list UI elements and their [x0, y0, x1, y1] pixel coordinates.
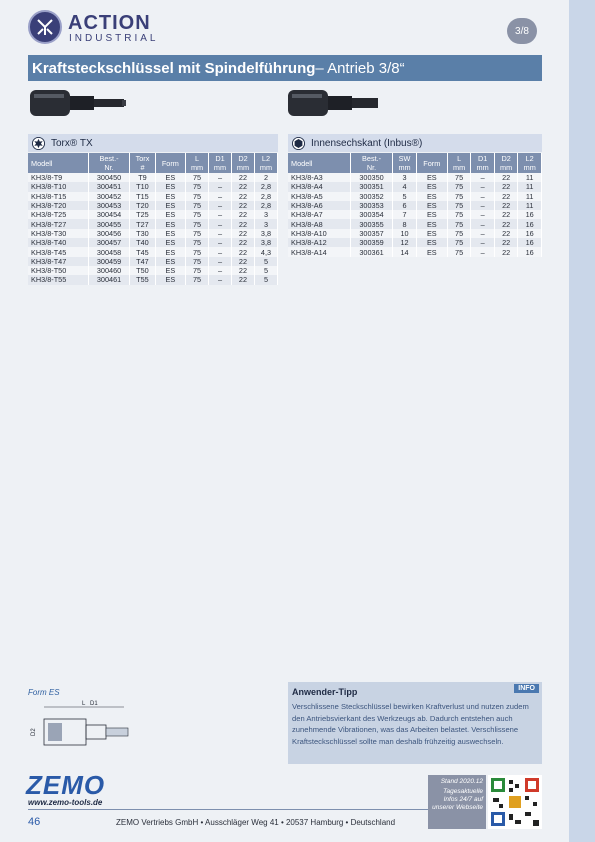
table-cell: ES — [155, 275, 185, 284]
footer-address: ZEMO Vertriebs GmbH • Ausschläger Weg 41 • 20537 Hamburg • Deutschland — [116, 818, 396, 827]
table-cell: KH3/8-T40 — [28, 238, 88, 247]
table-row — [28, 192, 278, 201]
torx-header-cell: L2 mm — [254, 153, 277, 173]
table-cell: 75 — [447, 182, 471, 191]
table-cell: 16 — [518, 229, 542, 238]
table-cell: – — [209, 192, 232, 201]
table-cell: 22 — [232, 210, 255, 219]
footer-divider — [28, 809, 428, 810]
table-cell: 12 — [393, 238, 417, 247]
inbus-header-cell: Modell — [288, 153, 350, 173]
table-row — [288, 182, 542, 191]
table-row — [28, 219, 278, 228]
table-cell: – — [209, 257, 232, 266]
table-cell: 3 — [254, 210, 277, 219]
table-cell: 300456 — [88, 229, 129, 238]
table-cell: T25 — [130, 210, 155, 219]
table-cell: T30 — [130, 229, 155, 238]
table-cell: 16 — [518, 247, 542, 256]
table-cell: T10 — [130, 182, 155, 191]
inbus-header-cell: D2 mm — [494, 153, 518, 173]
table-cell: T20 — [130, 201, 155, 210]
table-cell: ES — [155, 229, 185, 238]
table-cell: 300459 — [88, 257, 129, 266]
table-cell: – — [209, 238, 232, 247]
table-row — [28, 210, 278, 219]
table-cell: 300361 — [350, 247, 392, 256]
table-cell: ES — [155, 238, 185, 247]
table-row — [28, 229, 278, 238]
table-cell: KH3/8-A12 — [288, 238, 350, 247]
table-cell: – — [471, 210, 495, 219]
zemo-logo: ZEMO — [26, 770, 106, 800]
stand-tagline: Tagesaktuelle Infos 24/7 auf unserer Webseite — [432, 788, 483, 811]
brand-emblem-icon — [28, 10, 62, 44]
table-cell: ES — [155, 182, 185, 191]
stand-date: Stand 2020.12 — [440, 778, 483, 785]
table-cell: ES — [416, 238, 447, 247]
table-cell: 300453 — [88, 201, 129, 210]
table-cell: 300452 — [88, 192, 129, 201]
table-cell: – — [209, 173, 232, 182]
table-cell: 22 — [232, 247, 255, 256]
torx-header-cell: D2 mm — [232, 153, 255, 173]
table-cell: ES — [155, 257, 185, 266]
info-badge: INFO — [514, 684, 539, 693]
stand-box — [428, 775, 486, 829]
torx-header-cell: Torx # — [130, 153, 155, 173]
table-row — [288, 173, 542, 182]
table-cell: KH3/8-T50 — [28, 266, 88, 275]
table-row — [28, 266, 278, 275]
inbus-section-heading — [288, 134, 542, 152]
action-industrial-logo — [28, 10, 188, 46]
table-cell: T55 — [130, 275, 155, 284]
table-cell: 5 — [393, 192, 417, 201]
table-cell: 22 — [232, 173, 255, 182]
title-bold: Kraftsteckschlüssel mit Spindelführung — [32, 59, 316, 77]
table-cell: 2,8 — [254, 182, 277, 191]
table-cell: ES — [416, 182, 447, 191]
page-title — [28, 55, 542, 81]
torx-header-cell: Best.- Nr. — [88, 153, 129, 173]
table-cell: 300359 — [350, 238, 392, 247]
table-cell: KH3/8-T55 — [28, 275, 88, 284]
table-cell: ES — [155, 201, 185, 210]
torx-socket-image — [30, 88, 130, 120]
table-cell: – — [209, 266, 232, 275]
table-cell: T50 — [130, 266, 155, 275]
table-cell: 22 — [494, 238, 518, 247]
torx-table — [28, 153, 278, 285]
table-row — [28, 275, 278, 284]
table-cell: 16 — [518, 219, 542, 228]
inbus-header-cell: D1 mm — [471, 153, 495, 173]
table-cell: – — [209, 275, 232, 284]
table-cell: ES — [155, 266, 185, 275]
inbus-header-cell: SW mm — [393, 153, 417, 173]
table-row — [288, 192, 542, 201]
table-cell: 75 — [447, 173, 471, 182]
brand-word-1: ACTION — [68, 12, 151, 34]
table-cell: ES — [416, 229, 447, 238]
table-cell: 300352 — [350, 192, 392, 201]
table-cell: 75 — [186, 247, 209, 256]
hex-socket-image — [288, 88, 388, 120]
table-row — [288, 219, 542, 228]
torx-star-icon — [32, 137, 45, 150]
table-cell: 75 — [186, 257, 209, 266]
page-badge: 3/8 — [507, 18, 537, 44]
table-cell: 2,8 — [254, 201, 277, 210]
table-row — [28, 247, 278, 256]
diagram-d2-label: D2 — [31, 728, 37, 736]
table-cell: 75 — [447, 192, 471, 201]
hex-icon — [292, 137, 305, 150]
table-cell: 75 — [186, 238, 209, 247]
torx-body — [28, 173, 278, 285]
table-cell: T27 — [130, 219, 155, 228]
table-cell: 7 — [393, 210, 417, 219]
table-cell: KH3/8-T10 — [28, 182, 88, 191]
table-cell: 300461 — [88, 275, 129, 284]
table-cell: 75 — [447, 201, 471, 210]
table-cell: 22 — [232, 182, 255, 191]
table-cell: – — [471, 182, 495, 191]
table-cell: 300355 — [350, 219, 392, 228]
table-cell: T45 — [130, 247, 155, 256]
table-cell: – — [471, 229, 495, 238]
title-rest: – Antrieb 3/8“ — [315, 59, 405, 77]
inbus-heading-text: Innensechskant (Inbus®) — [311, 137, 423, 149]
table-cell: 3 — [254, 219, 277, 228]
table-cell: 5 — [254, 275, 277, 284]
page-number: 46 — [28, 816, 41, 828]
table-cell: ES — [416, 219, 447, 228]
table-cell: 22 — [494, 229, 518, 238]
table-cell: 300357 — [350, 229, 392, 238]
table-cell: 75 — [447, 247, 471, 256]
table-cell: 11 — [518, 173, 542, 182]
table-cell: – — [471, 238, 495, 247]
table-cell: 16 — [518, 210, 542, 219]
zemo-url[interactable]: www.zemo-tools.de — [28, 798, 103, 807]
table-cell: ES — [155, 192, 185, 201]
table-cell: ES — [155, 219, 185, 228]
table-cell: 75 — [186, 266, 209, 275]
table-cell: ES — [155, 173, 185, 182]
table-cell: 300350 — [350, 173, 392, 182]
table-cell: 4 — [393, 182, 417, 191]
table-cell: 16 — [518, 238, 542, 247]
table-cell: KH3/8-A7 — [288, 210, 350, 219]
table-cell: 75 — [186, 201, 209, 210]
table-cell: KH3/8-A10 — [288, 229, 350, 238]
table-cell: 75 — [447, 219, 471, 228]
table-cell: T9 — [130, 173, 155, 182]
table-cell: KH3/8-T47 — [28, 257, 88, 266]
table-cell: – — [209, 219, 232, 228]
table-cell: 75 — [186, 229, 209, 238]
diagram-d1-label: D1 — [90, 701, 98, 707]
table-cell: 3,8 — [254, 238, 277, 247]
inbus-table — [288, 153, 542, 257]
table-cell: 75 — [186, 219, 209, 228]
qr-code-icon[interactable] — [488, 775, 542, 829]
table-cell: – — [209, 201, 232, 210]
table-cell: 300454 — [88, 210, 129, 219]
table-cell: 75 — [186, 192, 209, 201]
table-row — [28, 182, 278, 191]
table-cell: ES — [416, 247, 447, 256]
table-cell: KH3/8-A14 — [288, 247, 350, 256]
diagram-l-label: L — [82, 701, 86, 707]
table-cell: 300353 — [350, 201, 392, 210]
table-cell: KH3/8-A4 — [288, 182, 350, 191]
table-cell: KH3/8-T15 — [28, 192, 88, 201]
table-cell: 3,8 — [254, 229, 277, 238]
table-cell: 22 — [232, 257, 255, 266]
tip-text: Verschlissene Steckschlüssel bewirken Kraftverlust und nutzen zudem den Antriebsvierkant des Werkzeugs ab. Dadurch entstehen auch zunehmende Vibrationen, was das Arbeiten belastet. Verschlissene Kraftsteckschlüssel sollte man deshalb frühzeitig auswechseln. — [292, 702, 529, 746]
brand-word-2: INDUSTRIAL — [69, 33, 159, 44]
table-cell: KH3/8-A3 — [288, 173, 350, 182]
table-cell: 22 — [232, 201, 255, 210]
table-cell: ES — [416, 210, 447, 219]
table-cell: KH3/8-A6 — [288, 201, 350, 210]
table-cell: 300460 — [88, 266, 129, 275]
table-cell: 22 — [232, 219, 255, 228]
inbus-body — [288, 173, 542, 257]
table-cell: 300451 — [88, 182, 129, 191]
table-cell: 22 — [494, 247, 518, 256]
table-cell: 300354 — [350, 210, 392, 219]
table-cell: 22 — [494, 182, 518, 191]
table-cell: 5 — [254, 266, 277, 275]
table-cell: – — [471, 173, 495, 182]
torx-header-cell: Form — [155, 153, 185, 173]
side-strip — [569, 0, 595, 842]
table-cell: T15 — [130, 192, 155, 201]
table-cell: 75 — [186, 210, 209, 219]
table-cell: – — [471, 247, 495, 256]
table-cell: 300457 — [88, 238, 129, 247]
table-cell: 300450 — [88, 173, 129, 182]
table-cell: ES — [155, 210, 185, 219]
table-cell: ES — [416, 192, 447, 201]
table-cell: 75 — [186, 275, 209, 284]
inbus-header-row — [288, 153, 542, 173]
table-row — [288, 229, 542, 238]
table-cell: 75 — [186, 182, 209, 191]
table-cell: 22 — [494, 173, 518, 182]
table-cell: KH3/8-T20 — [28, 201, 88, 210]
table-cell: 10 — [393, 229, 417, 238]
inbus-header-cell: L mm — [447, 153, 471, 173]
table-row — [28, 257, 278, 266]
table-cell: 22 — [494, 192, 518, 201]
table-cell: KH3/8-T27 — [28, 219, 88, 228]
table-row — [28, 173, 278, 182]
table-cell: – — [471, 201, 495, 210]
table-cell: 22 — [494, 219, 518, 228]
table-cell: 11 — [518, 192, 542, 201]
table-cell: 22 — [232, 275, 255, 284]
table-cell: 6 — [393, 201, 417, 210]
torx-heading-text: Torx® TX — [51, 137, 93, 149]
tip-box — [288, 682, 542, 764]
form-es-diagram — [24, 697, 154, 759]
table-row — [288, 247, 542, 256]
table-cell: 3 — [393, 173, 417, 182]
table-cell: 5 — [254, 257, 277, 266]
table-cell: 75 — [447, 229, 471, 238]
form-label: Form ES — [28, 688, 60, 697]
inbus-header-cell: Best.- Nr. — [350, 153, 392, 173]
table-cell: KH3/8-T45 — [28, 247, 88, 256]
table-row — [28, 201, 278, 210]
table-cell: – — [209, 182, 232, 191]
table-cell: 22 — [232, 266, 255, 275]
table-row — [288, 201, 542, 210]
table-cell: 11 — [518, 182, 542, 191]
table-row — [288, 210, 542, 219]
torx-header-cell: D1 mm — [209, 153, 232, 173]
table-cell: 300455 — [88, 219, 129, 228]
table-cell: 22 — [232, 238, 255, 247]
table-cell: 300351 — [350, 182, 392, 191]
table-cell: 22 — [494, 210, 518, 219]
torx-header-cell: L mm — [186, 153, 209, 173]
tip-title: Anwender-Tipp — [292, 687, 358, 697]
table-cell: 2 — [254, 173, 277, 182]
table-cell: 22 — [232, 229, 255, 238]
torx-header-cell: Modell — [28, 153, 88, 173]
table-cell: ES — [416, 201, 447, 210]
table-cell: – — [209, 210, 232, 219]
table-cell: KH3/8-T9 — [28, 173, 88, 182]
table-row — [288, 238, 542, 247]
table-cell: ES — [155, 247, 185, 256]
table-cell: 22 — [494, 201, 518, 210]
table-row — [28, 238, 278, 247]
table-cell: 4,3 — [254, 247, 277, 256]
table-cell: KH3/8-T25 — [28, 210, 88, 219]
table-cell: 75 — [186, 173, 209, 182]
table-cell: – — [209, 247, 232, 256]
inbus-header-cell: Form — [416, 153, 447, 173]
table-cell: KH3/8-A5 — [288, 192, 350, 201]
table-cell: – — [209, 229, 232, 238]
inbus-header-cell: L2 mm — [518, 153, 542, 173]
table-cell: T47 — [130, 257, 155, 266]
table-cell: 22 — [232, 192, 255, 201]
table-cell: 11 — [518, 201, 542, 210]
table-cell: T40 — [130, 238, 155, 247]
table-cell: 8 — [393, 219, 417, 228]
table-cell: 300458 — [88, 247, 129, 256]
table-cell: ES — [416, 173, 447, 182]
table-cell: – — [471, 219, 495, 228]
table-cell: 75 — [447, 210, 471, 219]
torx-header-row — [28, 153, 278, 173]
table-cell: 75 — [447, 238, 471, 247]
table-cell: KH3/8-T30 — [28, 229, 88, 238]
table-cell: – — [471, 192, 495, 201]
table-cell: 2,8 — [254, 192, 277, 201]
table-cell: 14 — [393, 247, 417, 256]
torx-section-heading — [28, 134, 278, 152]
table-cell: KH3/8-A8 — [288, 219, 350, 228]
